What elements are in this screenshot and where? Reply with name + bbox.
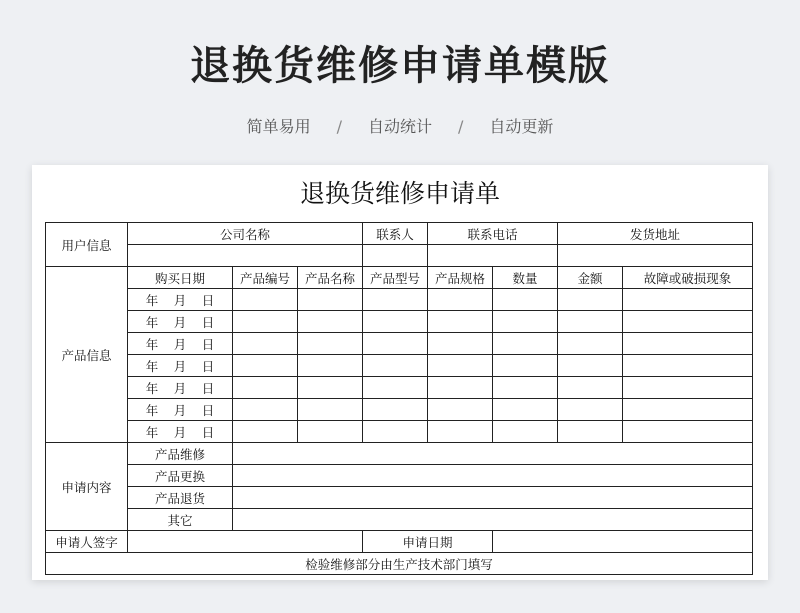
product-number-field[interactable] — [233, 399, 298, 421]
table-row — [46, 487, 753, 509]
page-title: 退换货维修申请单模版 — [190, 43, 610, 89]
product-number-field[interactable] — [233, 355, 298, 377]
request-option-field[interactable] — [233, 443, 753, 465]
product-model-field[interactable] — [363, 399, 428, 421]
table-row — [46, 421, 753, 443]
month-unit: 月 — [173, 402, 187, 418]
fault-description-field[interactable] — [623, 399, 753, 421]
quantity-field[interactable] — [493, 421, 558, 443]
product-name-field[interactable] — [298, 355, 363, 377]
amount-field[interactable] — [558, 421, 623, 443]
product-spec-field[interactable] — [428, 311, 493, 333]
product-model-field[interactable] — [363, 333, 428, 355]
product-model-field[interactable] — [363, 289, 428, 311]
quantity-field[interactable] — [493, 311, 558, 333]
table-row — [46, 333, 753, 355]
year-unit: 年 — [145, 336, 159, 352]
day-unit: 日 — [201, 424, 215, 440]
quantity-field[interactable] — [493, 399, 558, 421]
product-name-field[interactable] — [298, 311, 363, 333]
feature-item: 简单易用 — [246, 117, 311, 136]
table-row — [46, 311, 753, 333]
quantity-field[interactable] — [493, 377, 558, 399]
feature-item: 自动更新 — [489, 117, 554, 136]
amount-field[interactable] — [558, 289, 623, 311]
table-row — [46, 377, 753, 399]
product-spec-field[interactable] — [428, 333, 493, 355]
purchase-date-field[interactable] — [128, 311, 233, 333]
product-name-field[interactable] — [298, 289, 363, 311]
product-number-field[interactable] — [233, 421, 298, 443]
fault-description-field[interactable] — [623, 355, 753, 377]
day-unit: 日 — [201, 402, 215, 418]
footer-note-row — [46, 553, 753, 575]
product-model-field[interactable] — [363, 421, 428, 443]
amount-field[interactable] — [558, 399, 623, 421]
product-spec-field[interactable] — [428, 421, 493, 443]
column-header-product-number: 产品编号 — [233, 267, 298, 289]
feature-separator: / — [458, 117, 464, 136]
month-unit: 月 — [173, 358, 187, 374]
purchase-date-field[interactable] — [128, 333, 233, 355]
shipping-address-field[interactable] — [558, 245, 753, 267]
product-spec-field[interactable] — [428, 377, 493, 399]
day-unit: 日 — [201, 358, 215, 374]
column-header-product-spec: 产品规格 — [428, 267, 493, 289]
product-name-field[interactable] — [298, 377, 363, 399]
contact-phone-header: 联系电话 — [428, 223, 558, 245]
year-unit: 年 — [145, 380, 159, 396]
month-unit: 月 — [173, 424, 187, 440]
product-name-field[interactable] — [298, 421, 363, 443]
fault-description-field[interactable] — [623, 333, 753, 355]
amount-field[interactable] — [558, 377, 623, 399]
amount-field[interactable] — [558, 355, 623, 377]
year-unit: 年 — [145, 358, 159, 374]
product-number-field[interactable] — [233, 377, 298, 399]
column-header-fault-description: 故障或破损现象 — [623, 267, 753, 289]
application-form-table — [45, 222, 753, 575]
inspection-note: 检验维修部分由生产技术部门填写 — [46, 553, 753, 575]
product-number-field[interactable] — [233, 289, 298, 311]
purchase-date-field[interactable] — [128, 421, 233, 443]
purchase-date-field[interactable] — [128, 355, 233, 377]
month-unit: 月 — [173, 336, 187, 352]
fault-description-field[interactable] — [623, 421, 753, 443]
month-unit: 月 — [173, 380, 187, 396]
product-spec-field[interactable] — [428, 399, 493, 421]
request-option-field[interactable] — [233, 487, 753, 509]
month-unit: 月 — [173, 314, 187, 330]
product-info-label: 产品信息 — [46, 267, 128, 443]
table-row — [46, 509, 753, 531]
company-name-header: 公司名称 — [128, 223, 363, 245]
product-name-field[interactable] — [298, 333, 363, 355]
feature-item: 自动统计 — [367, 117, 432, 136]
day-unit: 日 — [201, 380, 215, 396]
column-header-purchase-date: 购买日期 — [128, 267, 233, 289]
product-model-field[interactable] — [363, 355, 428, 377]
request-option-label: 产品维修 — [128, 443, 233, 465]
year-unit: 年 — [145, 402, 159, 418]
form-title: 退换货维修申请单 — [299, 179, 500, 208]
year-unit: 年 — [145, 314, 159, 330]
year-unit: 年 — [145, 424, 159, 440]
fault-description-field[interactable] — [623, 311, 753, 333]
day-unit: 日 — [201, 314, 215, 330]
month-unit: 月 — [173, 292, 187, 308]
quantity-field[interactable] — [493, 333, 558, 355]
application-date-label: 申请日期 — [363, 531, 493, 553]
request-option-field[interactable] — [233, 465, 753, 487]
table-row — [46, 399, 753, 421]
amount-field[interactable] — [558, 333, 623, 355]
shipping-address-header: 发货地址 — [558, 223, 753, 245]
purchase-date-field[interactable] — [128, 399, 233, 421]
quantity-field[interactable] — [493, 355, 558, 377]
request-content-label: 申请内容 — [46, 443, 128, 531]
column-header-product-model: 产品型号 — [363, 267, 428, 289]
contact-phone-field[interactable] — [428, 245, 558, 267]
table-row — [46, 355, 753, 377]
feature-separator: / — [336, 117, 342, 136]
purchase-date-field[interactable] — [128, 377, 233, 399]
feature-list — [0, 114, 800, 137]
product-number-field[interactable] — [233, 311, 298, 333]
contact-person-field[interactable] — [363, 245, 428, 267]
day-unit: 日 — [201, 292, 215, 308]
year-unit: 年 — [145, 292, 159, 308]
application-date-field[interactable] — [493, 531, 753, 553]
product-model-field[interactable] — [363, 377, 428, 399]
company-name-field[interactable] — [128, 245, 363, 267]
contact-person-header: 联系人 — [363, 223, 428, 245]
quantity-field[interactable] — [493, 289, 558, 311]
column-header-product-name: 产品名称 — [298, 267, 363, 289]
table-row — [46, 443, 753, 465]
form-sheet — [32, 165, 768, 580]
amount-field[interactable] — [558, 311, 623, 333]
table-row — [46, 465, 753, 487]
product-number-field[interactable] — [233, 333, 298, 355]
product-spec-field[interactable] — [428, 289, 493, 311]
request-option-label: 其它 — [128, 509, 233, 531]
request-option-label: 产品退货 — [128, 487, 233, 509]
applicant-signature-label: 申请人签字 — [46, 531, 128, 553]
signature-row — [46, 531, 753, 553]
request-option-label: 产品更换 — [128, 465, 233, 487]
day-unit: 日 — [201, 336, 215, 352]
purchase-date-field[interactable] — [128, 289, 233, 311]
request-option-field[interactable] — [233, 509, 753, 531]
product-name-field[interactable] — [298, 399, 363, 421]
applicant-signature-field[interactable] — [128, 531, 363, 553]
user-info-label: 用户信息 — [46, 223, 128, 267]
product-model-field[interactable] — [363, 311, 428, 333]
fault-description-field[interactable] — [623, 377, 753, 399]
column-header-amount: 金额 — [558, 267, 623, 289]
column-header-quantity: 数量 — [493, 267, 558, 289]
table-row — [46, 289, 753, 311]
product-spec-field[interactable] — [428, 355, 493, 377]
fault-description-field[interactable] — [623, 289, 753, 311]
